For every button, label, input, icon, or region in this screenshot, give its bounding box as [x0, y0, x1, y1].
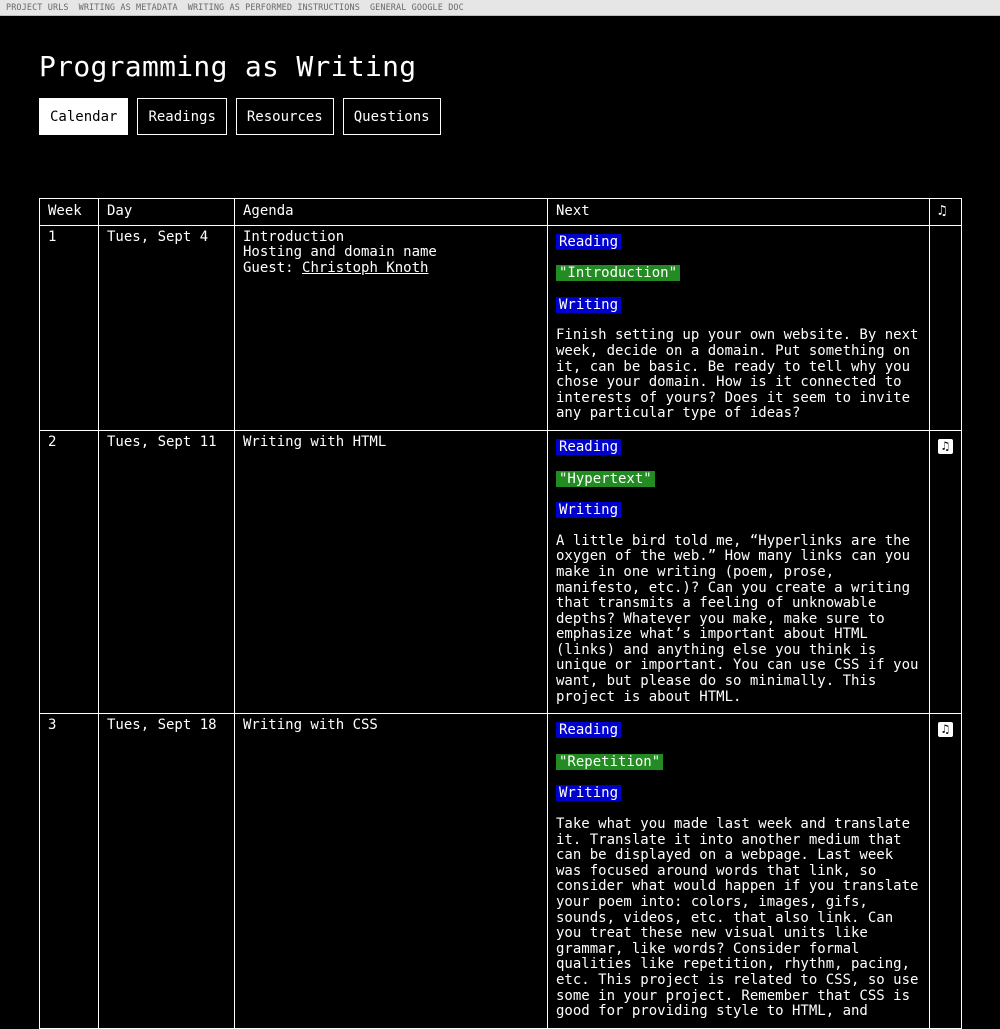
- next-cell: [548, 430, 930, 713]
- agenda-item: Hosting and domain name: [243, 244, 437, 261]
- week-cell: 2: [40, 430, 99, 713]
- agenda-item: Writing with HTML: [243, 433, 387, 450]
- topbar-link-project-urls[interactable]: PROJECT URLS: [6, 2, 69, 13]
- table-row: [40, 225, 962, 430]
- agenda-guest-line: [243, 261, 539, 277]
- reading-tag: Reading: [556, 439, 621, 455]
- header-agenda: Agenda: [235, 199, 548, 226]
- next-cell: [548, 225, 930, 430]
- music-cell: [930, 430, 962, 713]
- next-cell: [548, 714, 930, 1029]
- reading-tag: Reading: [556, 234, 621, 250]
- table-header-row: [40, 199, 962, 226]
- reading-title-tag[interactable]: "Hypertext": [556, 471, 655, 487]
- tab-questions[interactable]: Questions: [343, 98, 441, 135]
- top-link-bar: [0, 0, 1000, 16]
- reading-title-tag[interactable]: "Repetition": [556, 754, 663, 770]
- header-next: Next: [548, 199, 930, 226]
- writing-tag: Writing: [556, 297, 621, 313]
- guest-label: Guest:: [243, 259, 303, 276]
- writing-tag: Writing: [556, 785, 621, 801]
- day-cell: Tues, Sept 4: [99, 225, 235, 430]
- table-row: [40, 430, 962, 713]
- writing-tag: Writing: [556, 502, 621, 518]
- week-cell: 1: [40, 225, 99, 430]
- music-cell: [930, 225, 962, 430]
- agenda-cell: [235, 225, 548, 430]
- day-cell: Tues, Sept 11: [99, 430, 235, 713]
- day-cell: Tues, Sept 18: [99, 714, 235, 1029]
- music-note-icon[interactable]: ♫: [938, 722, 953, 737]
- reading-tag: Reading: [556, 722, 621, 738]
- tab-calendar[interactable]: Calendar: [39, 98, 128, 135]
- agenda-cell: [235, 430, 548, 713]
- header-music-icon: ♫: [930, 199, 962, 226]
- table-row: [40, 714, 962, 1029]
- writing-prompt: Take what you made last week and translate it. Translate it into another medium that can be displayed on a webpage. Last week was focused around words that link, so consider what would happen if you translate your poem into: colors, images, gifs, sounds, videos, etc. that also link. Can you treat these new visual units like grammar, like words? Consider formal qualities like repetition, rhythm, pacing, etc. This project is related to CSS, so use some in your project. Remember that CSS is good for providing style to HTML, and: [556, 816, 919, 1020]
- topbar-link-writing-as-performed-instructions[interactable]: WRITING AS PERFORMED INSTRUCTIONS: [187, 2, 360, 13]
- header-week: Week: [40, 199, 99, 226]
- topbar-link-general-google-doc[interactable]: GENERAL GOOGLE DOC: [369, 2, 464, 13]
- tab-resources[interactable]: Resources: [236, 98, 334, 135]
- music-note-icon[interactable]: ♫: [938, 439, 953, 454]
- agenda-item: Introduction: [243, 228, 345, 245]
- tab-readings[interactable]: Readings: [137, 98, 226, 135]
- writing-prompt: A little bird told me, “Hyperlinks are the oxygen of the web.” How many links can you make in one writing (poem, prose, manifesto, etc.)? Can you create a writing that transmits a feeling of unknowable depths? Whatever you make, make sure to emphasize what’s important about HTML (links) and anything else you think is unique or important. You can use CSS if you want, but please do so minimally. This project is about HTML.: [556, 532, 919, 705]
- guest-link[interactable]: Christoph Knoth: [302, 259, 429, 276]
- tab-bar: [39, 98, 450, 135]
- page-title: Programming as Writing: [39, 50, 417, 83]
- reading-title-tag[interactable]: "Introduction": [556, 265, 680, 281]
- header-day: Day: [99, 199, 235, 226]
- calendar-table: [39, 198, 962, 1029]
- agenda-cell: [235, 714, 548, 1029]
- music-cell: [930, 714, 962, 1029]
- writing-prompt: Finish setting up your own website. By next week, decide on a domain. Put something on it, can be basic. Be ready to tell why you chose your domain. How is it connected to interests of yours? Does it seem to invite any particular type of ideas?: [556, 327, 919, 422]
- topbar-link-writing-as-metadata[interactable]: WRITING AS METADATA: [78, 2, 178, 13]
- agenda-item: Writing with CSS: [243, 717, 378, 734]
- week-cell: 3: [40, 714, 99, 1029]
